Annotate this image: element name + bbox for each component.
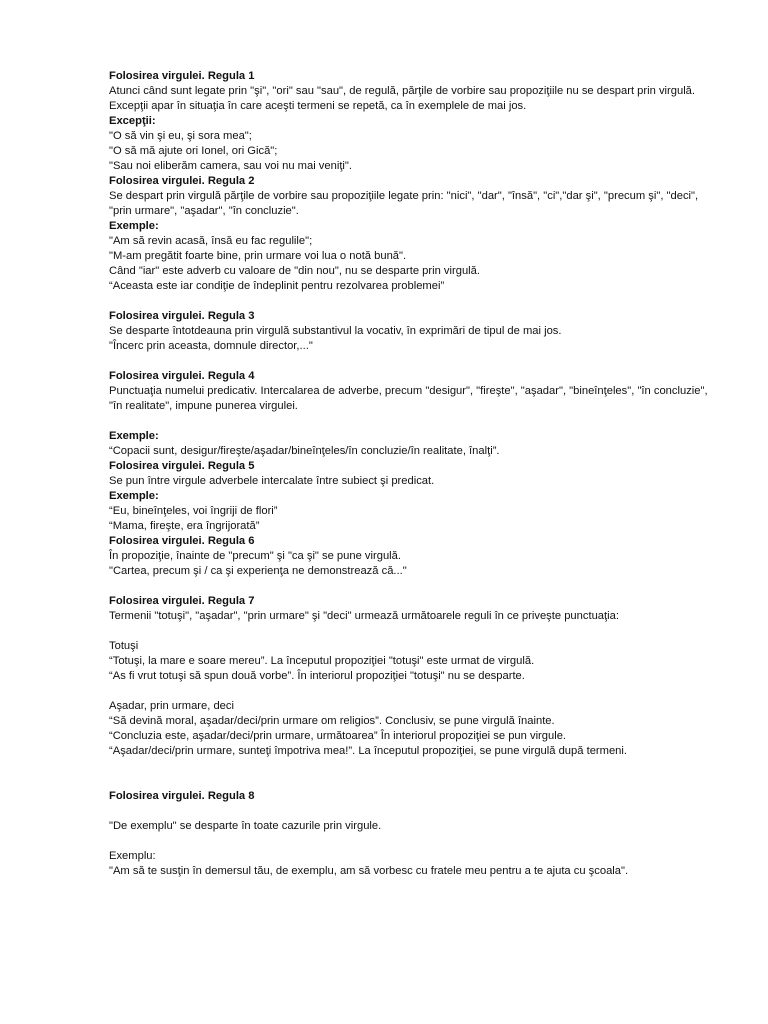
text-line: “Concluzia este, aşadar/deci/prin urmare, următoarea” În interiorul propoziţiei se pun virgule. [109,730,567,742]
paragraph-gap [109,624,708,639]
paragraph-gap [109,579,708,594]
text-line: Punctuaţia numelui predicativ. Intercalarea de adverbe, precum "desigur", "fireşte", "aşadar", "bineînţeles", "în concluzie", "în realitate", impune punerea virgulei. [109,385,711,412]
paragraph-gap [109,759,708,774]
text-line: În propoziţie, înainte de "precum" şi "ca şi" se pune virgulă. [109,550,401,562]
text-line: “Să devină moral, aşadar/deci/prin urmare om religios”. Conclusiv, se pune virgulă înainte. [109,715,555,727]
section-heading: Folosirea virgulei. Regula 3 [109,310,255,322]
text-line: “Mama, fireşte, era îngrijorată” [109,520,260,532]
text-line: "Sau noi eliberăm camera, sau voi nu mai veniţi". [109,160,352,172]
text-line: "Am să revin acasă, însă eu fac regulile"; [109,235,313,247]
text-line: "Încerc prin aceasta, domnule director,..." [109,340,313,352]
text-line: Se despart prin virgulă părţile de vorbire sau propoziţiile legate prin: "nici", "dar", "însă", "ci","dar şi", "precum şi", "deci", "prin urmare", "aşadar", "în concluzie". [109,190,702,217]
text-line: Când "iar" este adverb cu valoare de "din nou", nu se desparte prin virgulă. [109,265,480,277]
paragraph-gap [109,414,708,429]
text-line: "M-am pregătit foarte bine, prin urmare voi lua o notă bună". [109,250,407,262]
section-heading: Folosirea virgulei. Regula 5 [109,460,255,472]
paragraph-gap [109,804,708,819]
text-line: “Aşadar/deci/prin urmare, sunteţi împotriva mea!”. La începutul propoziţiei, se pune virgulă după termeni. [109,745,627,757]
text-line: “Totuşi, la mare e soare mereu”. La începutul propoziţiei "totuşi" este urmat de virgulă. [109,655,535,667]
text-line: Totuşi [109,640,139,652]
text-line: "O să vin şi eu, şi sora mea"; [109,130,252,142]
text-line: “Aceasta este iar condiţie de îndeplinit pentru rezolvarea problemei” [109,280,445,292]
text-line: "De exemplu" se desparte în toate cazurile prin virgule. [109,820,382,832]
text-line: Exemplu: [109,850,156,862]
text-line: Termenii "totuşi", "aşadar", "prin urmare" şi "deci" urmează următoarele reguli în ce priveşte punctuaţia: [109,610,619,622]
paragraph-gap [109,354,708,369]
section-heading: Exemple: [109,430,159,442]
text-line: "Cartea, precum şi / ca şi experienţa ne demonstrează că..." [109,565,407,577]
paragraph-gap [109,774,708,789]
text-line: Se desparte întotdeauna prin virgulă substantivul la vocativ, în exprimări de tipul de mai jos. [109,325,562,337]
text-line: “Copacii sunt, desigur/fireşte/aşadar/bineînţeles/în concluzie/în realitate, înalţi”. [109,445,500,457]
text-line: Aşadar, prin urmare, deci [109,700,234,712]
section-heading: Folosirea virgulei. Regula 2 [109,175,255,187]
section-heading: Folosirea virgulei. Regula 1 [109,70,255,82]
section-heading: Folosirea virgulei. Regula 8 [109,790,255,802]
text-line: “Eu, bineînţeles, voi îngriji de flori” [109,505,278,517]
text-line: Atunci când sunt legate prin "şi", "ori" sau "sau", de regulă, părţile de vorbire sau propoziţiile nu se despart prin virgulă. Excepţii apar în situaţia în care aceşti termeni se repetă, ca în exemplele de mai jos. [109,85,699,112]
paragraph-gap [109,834,708,849]
text-line: Se pun între virgule adverbele intercalate între subiect şi predicat. [109,475,435,487]
section-heading: Excepţii: [109,115,156,127]
paragraph-gap [109,294,708,309]
text-line: "O să mă ajute ori Ionel, ori Gică"; [109,145,278,157]
section-heading: Folosirea virgulei. Regula 7 [109,595,255,607]
paragraph-gap [109,684,708,699]
section-heading: Folosirea virgulei. Regula 4 [109,370,255,382]
section-heading: Exemple: [109,490,159,502]
section-heading: Folosirea virgulei. Regula 6 [109,535,255,547]
section-heading: Exemple: [109,220,159,232]
text-line: “As fi vrut totuşi să spun două vorbe”. În interiorul propoziţiei "totuşi" nu se desparte. [109,670,525,682]
text-line: "Am să te susţin în demersul tău, de exemplu, am să vorbesc cu fratele meu pentru a te ajuta cu şcoala". [109,865,629,877]
